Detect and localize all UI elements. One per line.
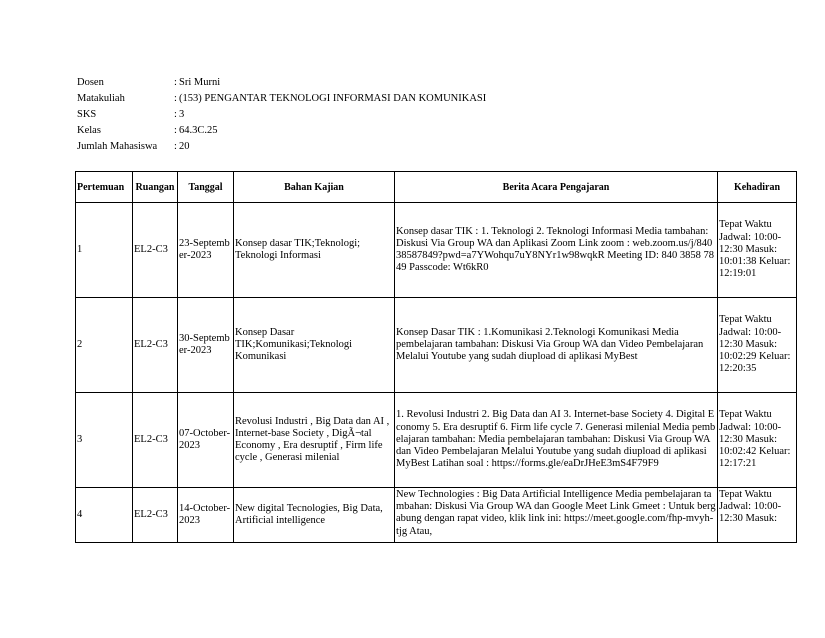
col-header-tanggal: Tanggal (178, 172, 234, 203)
table-row (76, 393, 797, 488)
cell-ruangan: EL2-C3 (133, 298, 178, 393)
sks-label: SKS (77, 109, 97, 120)
info-row-sks (77, 109, 486, 125)
cell-pertemuan: 1 (76, 203, 133, 298)
col-header-pertemuan: Pertemuan (76, 172, 133, 203)
matakuliah-value: (153) PENGANTAR TEKNOLOGI INFORMASI DAN KOMUNIKASI (179, 93, 487, 104)
cell-kehadiran: Tepat Waktu Jadwal: 10:00-12:30 Masuk: 10:02:29 Keluar: 12:20:35 (718, 298, 797, 393)
jumlah-value: 20 (179, 141, 190, 152)
table-row (76, 488, 797, 543)
col-header-kehadiran: Kehadiran (718, 172, 797, 203)
separator: : (174, 125, 177, 136)
kelas-label: Kelas (77, 125, 101, 136)
sks-value: 3 (179, 109, 185, 120)
cell-kehadiran: Tepat Waktu Jadwal: 10:00-12:30 Masuk: 10:02:42 Keluar: 12:17:21 (718, 393, 797, 488)
cell-bahan: New digital Tecnologies, Big Data, Artificial intelligence (234, 488, 395, 543)
table-row (76, 298, 797, 393)
cell-tanggal: 30-September-2023 (178, 298, 234, 393)
separator: : (174, 93, 177, 104)
col-header-ruangan: Ruangan (133, 172, 178, 203)
cell-bahan: Konsep Dasar TIK;Komunikasi;Teknologi Komunikasi (234, 298, 395, 393)
cell-berita: Konsep dasar TIK : 1. Teknologi 2. Teknologi Informasi Media tambahan: Diskusi Via Group WA dan Aplikasi Zoom Link zoom : web.zoom.us/j/84038587849?pwd=a7YWohqu7uY8NYr1w98wqkR Meeting ID: 840 3858 7849 Passcode: Wt6kR0 (395, 203, 718, 298)
cell-ruangan: EL2-C3 (133, 488, 178, 543)
dosen-value: Sri Murni (179, 77, 221, 88)
info-row-kelas (77, 125, 486, 141)
cell-ruangan: EL2-C3 (133, 203, 178, 298)
course-info (77, 77, 486, 157)
separator: : (174, 77, 177, 88)
cell-berita: Konsep Dasar TIK : 1.Komunikasi 2.Teknologi Komunikasi Media pembelajaran tambahan: Diskusi Via Group WA dan Video Pembelajaran Melalui Youtube yang sudah diupload di aplikasi MyBest (395, 298, 718, 393)
cell-berita: 1. Revolusi Industri 2. Big Data dan AI 3. Internet-base Society 4. Digital Economy 5. Era desruptif 6. Firm life cycle 7. Generasi milenial Media pembelajaran tambahan: Media pembelajaran tambahan: Diskusi Via Group WA dan Video Pembelajaran Melalui Youtube yang sudah diupload di aplikasi MyBest Latihan soal : https://forms.gle/eaDrJHeE3mS4F79F9 (395, 393, 718, 488)
dosen-label: Dosen (77, 77, 104, 88)
separator: : (174, 141, 177, 152)
info-row-matakuliah (77, 93, 486, 109)
cell-pertemuan: 4 (76, 488, 133, 543)
cell-pertemuan: 3 (76, 393, 133, 488)
cell-pertemuan: 2 (76, 298, 133, 393)
lecture-log-table (75, 171, 797, 543)
cell-bahan: Konsep dasar TIK;Teknologi; Teknologi Informasi (234, 203, 395, 298)
cell-tanggal: 07-October-2023 (178, 393, 234, 488)
col-header-berita: Berita Acara Pengajaran (395, 172, 718, 203)
cell-kehadiran: Tepat Waktu Jadwal: 10:00-12:30 Masuk: (718, 488, 797, 543)
table-row (76, 203, 797, 298)
kelas-value: 64.3C.25 (179, 125, 218, 136)
separator: : (174, 109, 177, 120)
info-row-dosen (77, 77, 486, 93)
matakuliah-label: Matakuliah (77, 93, 125, 104)
cell-tanggal: 14-October-2023 (178, 488, 234, 543)
cell-kehadiran: Tepat Waktu Jadwal: 10:00-12:30 Masuk: 10:01:38 Keluar: 12:19:01 (718, 203, 797, 298)
info-row-jumlah (77, 141, 486, 157)
cell-ruangan: EL2-C3 (133, 393, 178, 488)
cell-tanggal: 23-September-2023 (178, 203, 234, 298)
cell-bahan: Revolusi Industri , Big Data dan AI , Internet-base Society , DigÃ¬tal Economy , Era desruptif , Firm life cycle , Generasi milenial (234, 393, 395, 488)
col-header-bahan: Bahan Kajian (234, 172, 395, 203)
table-header-row (76, 172, 797, 203)
jumlah-label: Jumlah Mahasiswa (77, 141, 158, 152)
cell-berita: New Technologies : Big Data Artificial Intelligence Media pembelajaran tambahan: Diskusi Via Group WA dan Google Meet Link Gmeet : Untuk bergabung dengan rapat video, klik link ini: https://meet.google.com/fhp-mvyh-tjg Atau, (395, 488, 718, 543)
